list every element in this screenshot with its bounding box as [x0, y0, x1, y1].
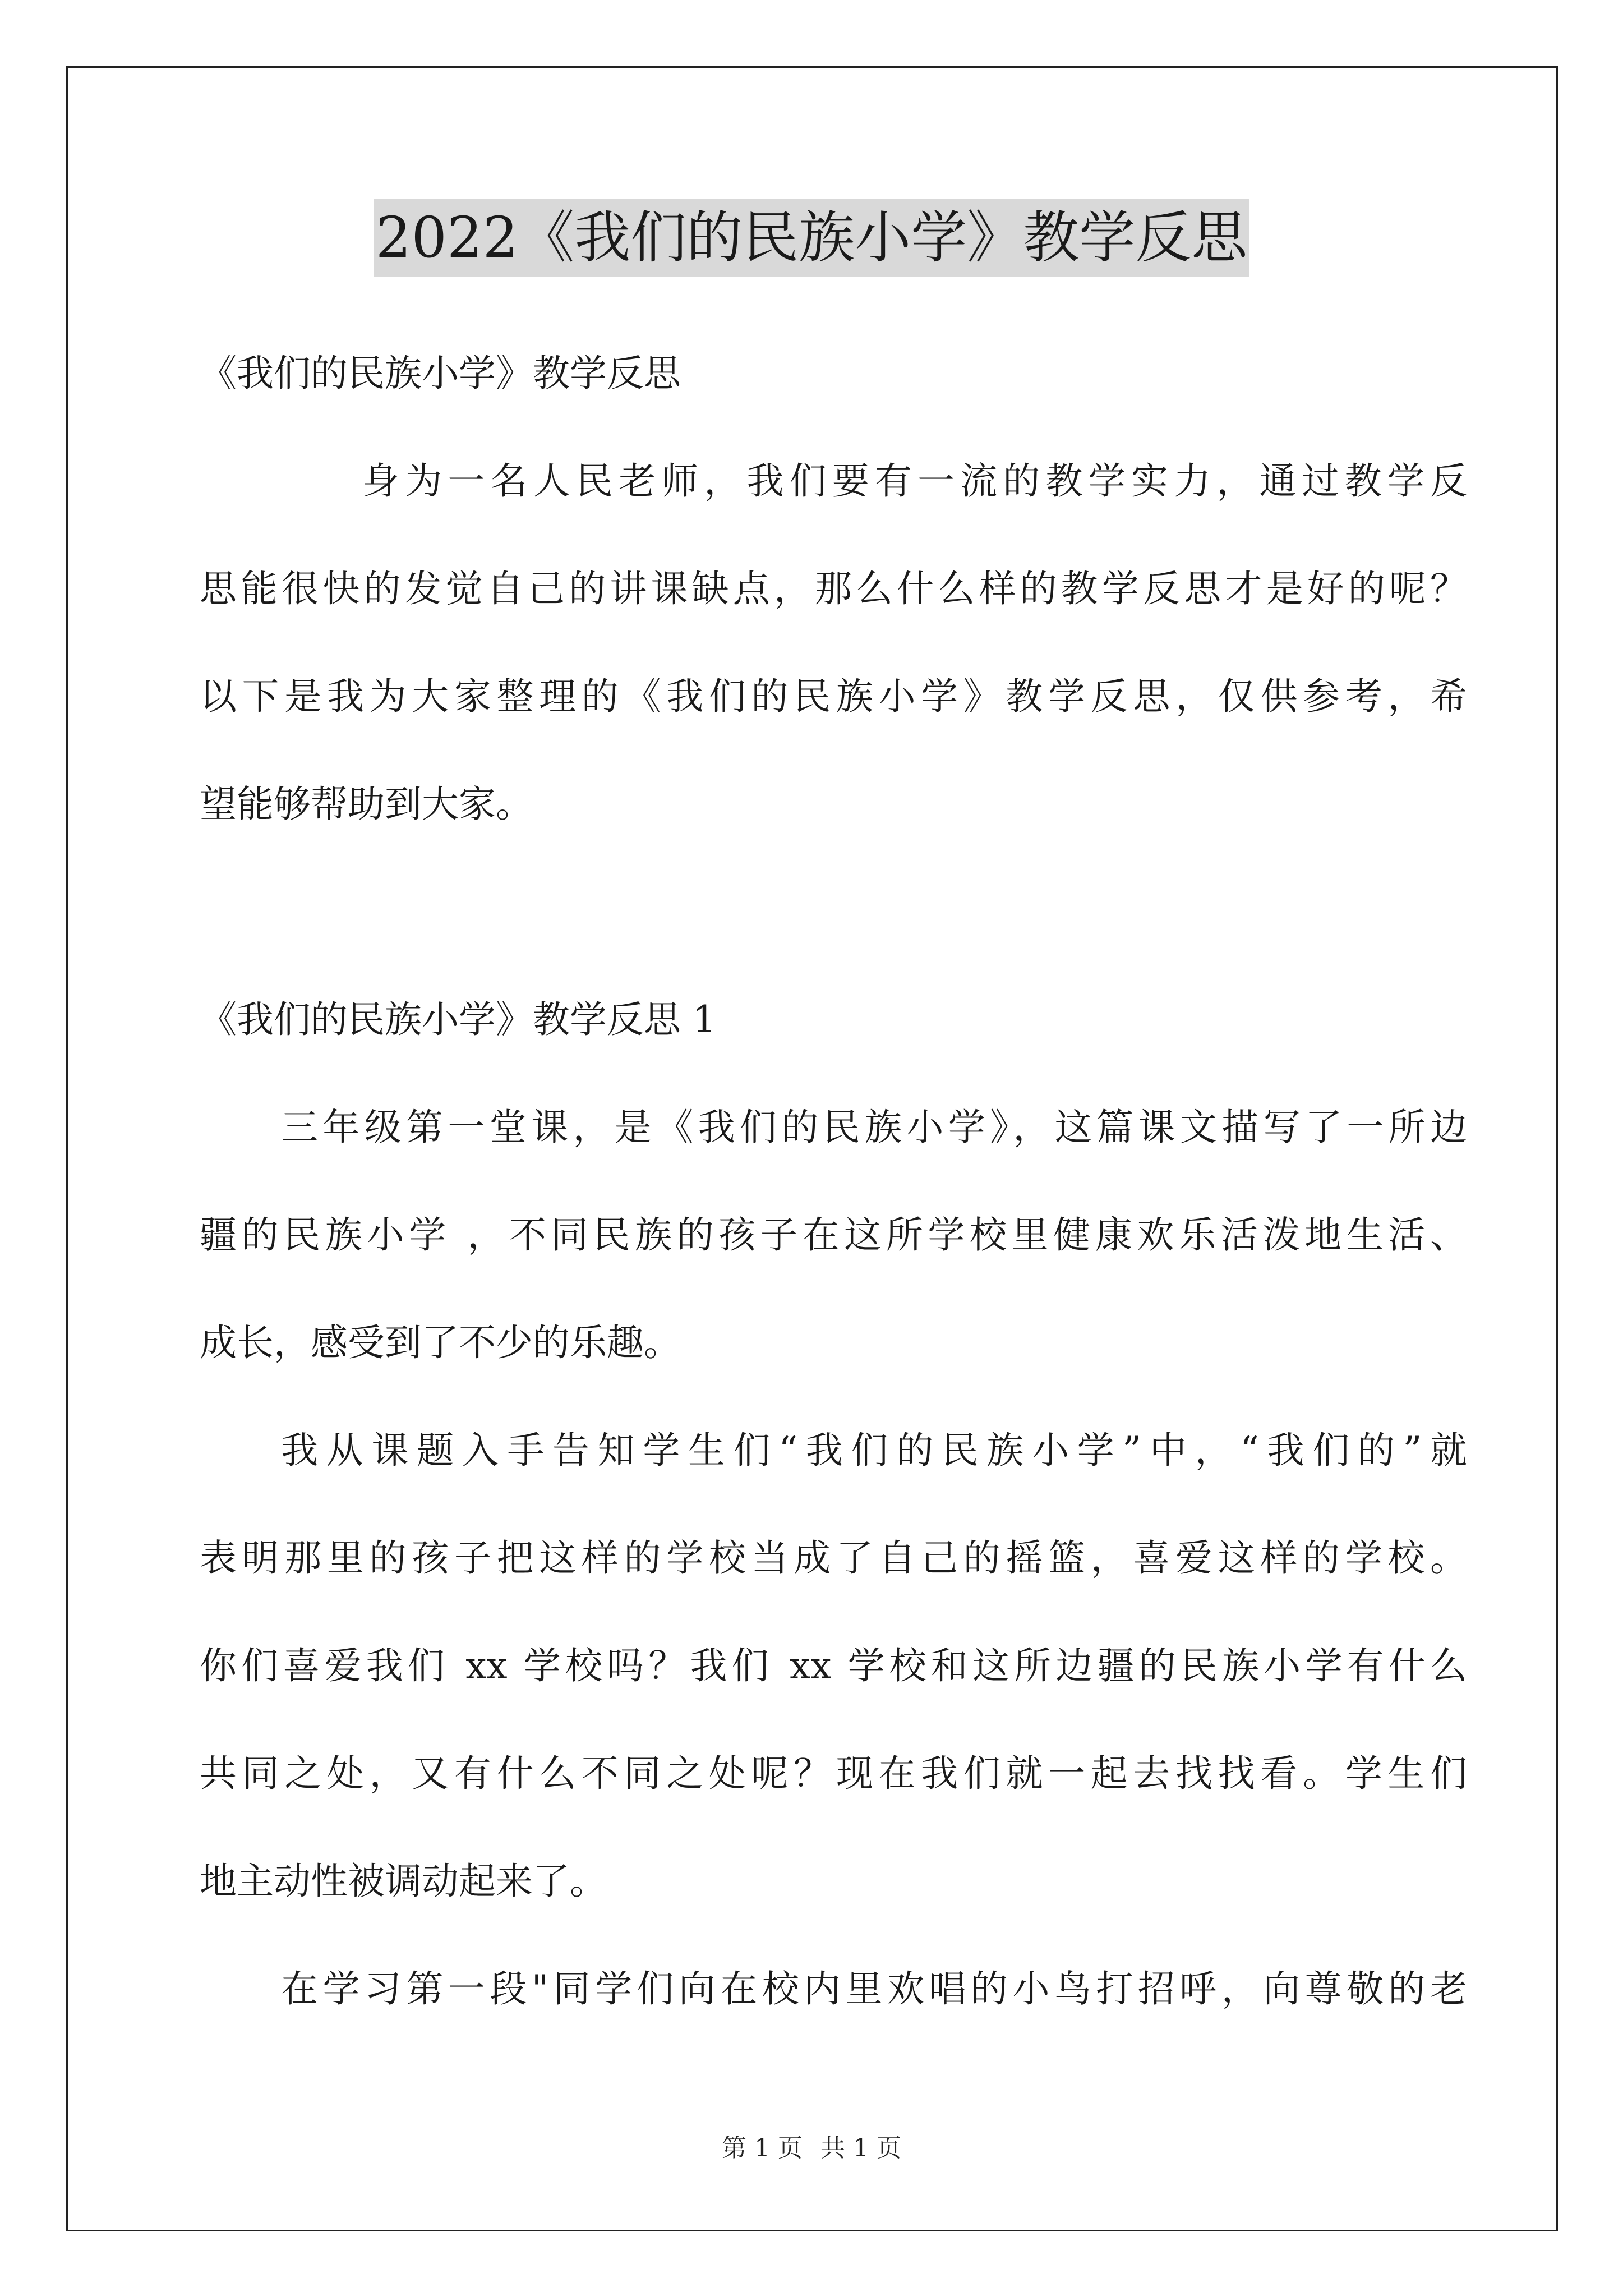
intro-line: 思能很快的发觉自己的讲课缺点，那么什么样的教学反思才是好的呢？ — [200, 567, 1467, 610]
document-body — [200, 320, 1467, 2043]
para2-line: 地主动性被调动起来了。 — [200, 1860, 607, 1903]
intro-line: 望能够帮助到大家。 — [200, 783, 533, 826]
para2-line: 我从课题入手告知学生们“我们的民族小学”中，“我们的”就 — [281, 1429, 1467, 1472]
page-footer — [0, 2132, 1623, 2165]
para1-line: 成长，感受到了不少的乐趣。 — [200, 1321, 681, 1364]
para1-line: 疆的民族小学 ，不同民族的孩子在这所学校里健康欢乐活泼地生活、 — [200, 1213, 1467, 1257]
para2-line: 表明那里的孩子把这样的学校当成了自己的摇篮，喜爱这样的学校。 — [200, 1536, 1467, 1580]
total-pages: 共 1 页 — [820, 2134, 901, 2162]
para2-line: 共同之处，又有什么不同之处呢？现在我们就一起去找找看。学生们 — [200, 1752, 1467, 1795]
paragraph-gap — [200, 858, 1467, 966]
para2-line: 你们喜爱我们 xx 学校吗？我们 xx 学校和这所边疆的民族小学有什么 — [200, 1644, 1467, 1687]
intro-line: 以下是我为大家整理的《我们的民族小学》教学反思，仅供参考，希 — [200, 675, 1467, 718]
para1-line: 三年级第一堂课，是《我们的民族小学》，这篇课文描写了一所边 — [281, 1106, 1467, 1149]
intro-line: 身为一名人民老师，我们要有一流的教学实力，通过教学反 — [362, 459, 1467, 503]
para3-line: 在学习第一段"同学们向在校内里欢唱的小鸟打招呼，向尊敬的老 — [281, 1967, 1467, 2010]
section-heading: 《我们的民族小学》教学反思 1 — [200, 998, 716, 1041]
subtitle: 《我们的民族小学》教学反思 — [200, 352, 681, 395]
title-container — [0, 199, 1623, 277]
page-number: 第 1 页 — [722, 2134, 803, 2162]
document-title: 2022《我们的民族小学》教学反思 — [374, 199, 1250, 277]
